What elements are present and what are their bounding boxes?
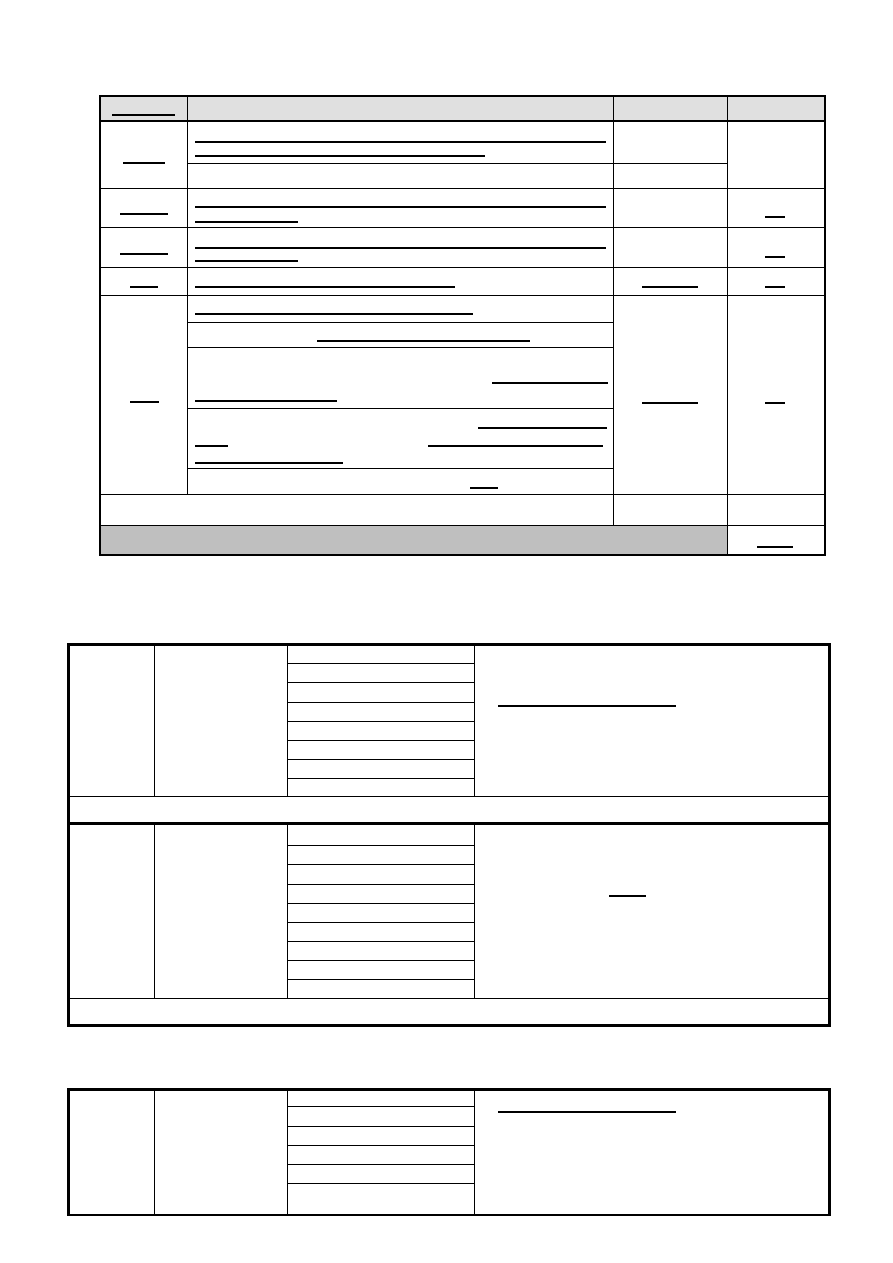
grid-line (154, 643, 155, 796)
grid-line (99, 227, 826, 228)
grid-line (67, 643, 831, 646)
blank-underline (498, 705, 676, 707)
blank-underline (765, 402, 785, 404)
grid-line (99, 494, 826, 495)
grid-line (154, 824, 155, 998)
grid-line (474, 824, 475, 998)
blank-underline (492, 382, 608, 384)
grid-line (67, 643, 70, 1027)
grid-line (99, 525, 826, 526)
grid-line (287, 759, 475, 760)
blank-underline (642, 402, 698, 404)
blank-underline (195, 286, 455, 288)
grid-line (287, 864, 475, 865)
grid-line (824, 95, 826, 556)
blank-underline (195, 141, 606, 143)
blank-underline (130, 401, 159, 403)
grid-line (99, 267, 826, 268)
blank-underline (120, 253, 168, 255)
blank-underline (130, 286, 158, 288)
blank-underline (609, 895, 646, 897)
blank-underline (195, 247, 606, 249)
grid-line (187, 347, 613, 348)
grid-line (287, 778, 475, 779)
blank-underline (765, 286, 785, 288)
grid-line (67, 822, 831, 825)
blank-underline (498, 1111, 676, 1113)
grid-line (287, 922, 475, 923)
grid-line (99, 95, 826, 97)
blank-underline (428, 445, 603, 447)
blank-underline (195, 400, 337, 402)
grid-line (828, 1088, 831, 1216)
table1-footer-row-fill (100, 526, 727, 554)
blank-underline (317, 340, 530, 342)
grid-line (287, 960, 475, 961)
blank-underline (195, 313, 473, 315)
blank-underline (478, 427, 607, 429)
table1-header-row-fill (100, 96, 825, 121)
blank-underline (765, 256, 785, 258)
blank-underline (112, 114, 175, 116)
grid-line (287, 1183, 475, 1184)
grid-line (187, 468, 613, 469)
blank-underline (765, 216, 785, 218)
grid-line (287, 1088, 288, 1215)
grid-line (99, 295, 826, 296)
blank-underline (195, 155, 485, 157)
grid-line (287, 721, 475, 722)
grid-line (287, 643, 288, 796)
grid-line (287, 903, 475, 904)
grid-line (187, 322, 613, 323)
blank-underline (120, 213, 168, 215)
grid-line (474, 643, 475, 796)
grid-line (67, 1088, 70, 1216)
grid-line (287, 1126, 475, 1127)
grid-line (828, 643, 831, 1027)
grid-line (613, 95, 614, 525)
grid-line (99, 188, 826, 189)
grid-line (67, 1214, 831, 1216)
blank-underline (195, 206, 606, 208)
grid-line (287, 663, 475, 664)
blank-underline (642, 286, 698, 288)
grid-line (99, 120, 826, 122)
grid-line (287, 845, 475, 846)
grid-line (287, 740, 475, 741)
grid-line (99, 95, 101, 556)
grid-line (67, 1088, 831, 1091)
grid-line (727, 95, 728, 555)
grid-line (67, 998, 831, 999)
grid-line (187, 408, 613, 409)
grid-line (287, 1145, 475, 1146)
blank-underline (757, 546, 793, 548)
blank-underline (195, 462, 343, 464)
grid-line (287, 1164, 475, 1165)
grid-line (154, 1088, 155, 1215)
grid-line (287, 682, 475, 683)
grid-line (287, 1106, 475, 1107)
grid-line (67, 796, 831, 797)
blank-underline (195, 221, 298, 223)
grid-line (287, 884, 475, 885)
blank-underline (195, 260, 298, 262)
grid-line (67, 1024, 831, 1027)
grid-line (287, 941, 475, 942)
blank-underline (195, 445, 228, 447)
grid-line (474, 1088, 475, 1215)
grid-line (287, 702, 475, 703)
blank-underline (470, 487, 498, 489)
grid-line (99, 554, 826, 556)
grid-line (187, 163, 727, 164)
blank-underline (123, 162, 165, 164)
grid-line (287, 824, 288, 998)
grid-line (287, 979, 475, 980)
